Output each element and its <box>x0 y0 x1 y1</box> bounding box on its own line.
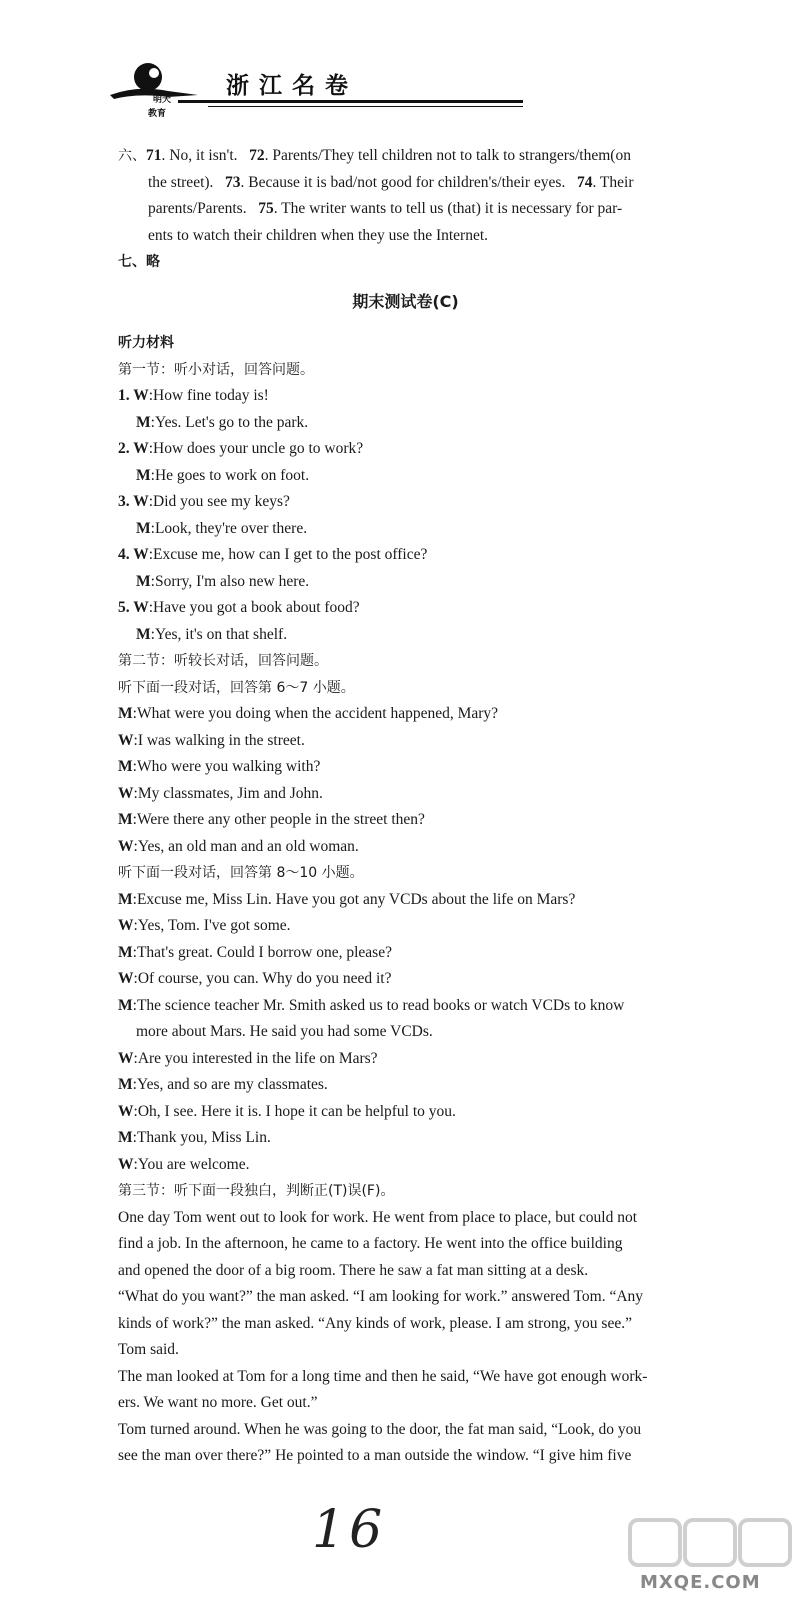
conversation-line <box>118 1125 758 1152</box>
monologue-line: One day Tom went out to look for work. He went from place to place, but could not <box>118 1208 638 1226</box>
colon: : <box>132 1076 137 1093</box>
monologue-line: see the man over there?” He pointed to a man outside the window. “I give him five <box>118 1447 632 1464</box>
conversation-1 <box>118 701 758 860</box>
colon: : <box>150 413 155 431</box>
conversation-line <box>118 781 758 808</box>
conversation-line <box>118 1072 758 1099</box>
part2-heading: 第二节：听较长对话，回答问题。 <box>118 653 328 669</box>
conversation-text: Who were you walking with? <box>136 758 321 775</box>
conversation-text: What were you doing when the accident happened, Mary? <box>136 705 499 722</box>
dialogue-text: Look, they're over there. <box>154 519 308 537</box>
speaker-label: M <box>136 519 151 537</box>
conversation-line <box>118 834 758 861</box>
colon: : <box>133 970 138 987</box>
colon: : <box>133 837 138 855</box>
conversation-2 <box>118 887 758 1179</box>
header-rule-thin <box>208 106 523 107</box>
conversation-text: Yes, and so are my classmates. <box>136 1076 328 1093</box>
intro-6-7: 听下面一段对话，回答第 6～7 小题。 <box>118 679 355 696</box>
answer-line: the street). 73. Because it is bad/not good for children's/their eyes. 74. Their <box>148 173 634 191</box>
speaker-label: M <box>118 811 133 828</box>
speaker-label: W <box>118 1102 134 1120</box>
conversation-text: Yes, Tom. I've got some. <box>137 917 291 934</box>
logo-text-top: 明天 <box>153 95 172 105</box>
dialogue-line <box>118 542 758 569</box>
colon: : <box>133 1155 138 1173</box>
colon: : <box>148 599 154 616</box>
monologue <box>118 1205 758 1470</box>
speaker-label: M <box>118 1076 133 1093</box>
speaker-label: W <box>129 546 149 563</box>
speaker-label: W <box>118 1049 134 1067</box>
speaker-label: W <box>129 599 149 616</box>
answer-line: parents/Parents. 75. The writer wants to tell us (that) it is necessary for par- <box>148 200 623 217</box>
conversation-text: You are welcome. <box>137 1155 250 1173</box>
dialogue-text: How fine today is! <box>153 387 269 404</box>
dialogue-line <box>118 383 758 410</box>
colon: : <box>132 890 137 908</box>
dialogue-number: 4. <box>118 546 130 563</box>
monologue-line: and opened the door of a big room. There he saw a fat man sitting at a desk. <box>118 1261 589 1279</box>
conversation-text: The science teacher Mr. Smith asked us to read books or watch VCDs to know <box>136 996 625 1014</box>
conversation-text: Thank you, Miss Lin. <box>136 1129 271 1146</box>
speaker-label: M <box>136 413 151 431</box>
colon: : <box>148 440 154 457</box>
conversation-text: Yes, an old man and an old woman. <box>137 837 359 855</box>
conversation-line <box>118 1099 758 1126</box>
monologue-line: find a job. In the afternoon, he came to a factory. He went into the office building <box>118 1235 623 1252</box>
dialogue-line <box>118 595 758 622</box>
colon: : <box>132 996 137 1014</box>
section-title: 期末测试卷(C) <box>352 292 459 311</box>
colon: : <box>148 387 154 404</box>
monologue-line: kinds of work?” the man asked. “Any kinds of work, please. I am strong, you see.” <box>118 1314 632 1332</box>
monologue-line: “What do you want?” the man asked. “I am looking for work.” answered Tom. “Any <box>118 1288 644 1305</box>
conversation-line <box>118 701 758 728</box>
listening-label: 听力材料 <box>118 335 174 351</box>
speaker-label: W <box>118 837 134 855</box>
part1-heading: 第一节：听小对话，回答问题。 <box>118 361 314 378</box>
answer-key <box>118 143 758 276</box>
page-header <box>108 55 423 125</box>
dialogue-line <box>118 516 758 543</box>
monologue-line: Tom turned around. When he was going to the door, the fat man said, “Look, do you <box>118 1420 642 1438</box>
dialogue-number: 2. <box>118 440 130 457</box>
dialogue-text: How does your uncle go to work? <box>153 440 364 457</box>
dialogue-line <box>118 436 758 463</box>
conversation-line <box>118 913 758 940</box>
dialogue-number: 5. <box>118 599 130 616</box>
speaker-label: M <box>118 890 133 908</box>
answer-seven: 七、略 <box>118 254 160 270</box>
colon: : <box>132 705 137 722</box>
conversation-text: Are you interested in the life on Mars? <box>137 1049 378 1067</box>
speaker-label: W <box>129 440 149 457</box>
header-title: 浙江名卷 <box>226 73 358 99</box>
logo-text-bottom: 教育 <box>148 109 167 119</box>
speaker-label: M <box>118 996 133 1014</box>
colon: : <box>148 493 154 510</box>
conversation-text: Oh, I see. Here it is. I hope it can be helpful to you. <box>137 1102 456 1120</box>
dialogue-text: Yes, it's on that shelf. <box>154 625 288 643</box>
answer-line: ents to watch their children when they use the Internet. <box>148 226 489 244</box>
intro-8-10: 听下面一段对话，回答第 8～10 小题。 <box>118 865 364 881</box>
dialogue-number: 3. <box>118 493 130 510</box>
dialogue-text: Excuse me, how can I get to the post office? <box>153 546 428 563</box>
conversation-line <box>118 966 758 993</box>
dialogue-text: He goes to work on foot. <box>154 466 310 484</box>
colon: : <box>150 625 155 643</box>
conversation-line <box>118 754 758 781</box>
monologue-line: The man looked at Tom for a long time and then he said, “We have got enough work- <box>118 1367 648 1385</box>
dialogue-line <box>118 489 758 516</box>
speaker-label: M <box>118 758 133 775</box>
speaker-label: W <box>118 784 134 802</box>
monologue-line: Tom said. <box>118 1341 179 1358</box>
part3-heading: 第三节：听下面一段独白，判断正(T)误(F)。 <box>118 1183 395 1199</box>
dialogue-text: Yes. Let's go to the park. <box>154 413 309 431</box>
conversation-line <box>118 993 758 1020</box>
page-number: 16 <box>312 1500 387 1560</box>
colon: : <box>150 519 155 537</box>
conversation-line <box>118 887 758 914</box>
speaker-label: W <box>118 731 134 749</box>
colon: : <box>132 1129 137 1146</box>
conversation-text: more about Mars. He said you had some VCDs. <box>136 1023 433 1040</box>
watermark-text: MXQE.COM <box>640 1572 761 1593</box>
conversation-text: My classmates, Jim and John. <box>137 784 323 802</box>
dialogue-line <box>118 463 758 490</box>
colon: : <box>133 1102 138 1120</box>
speaker-label: M <box>118 1129 133 1146</box>
speaker-label: W <box>129 387 149 404</box>
colon: : <box>150 572 155 590</box>
conversation-line <box>118 1046 758 1073</box>
short-dialogues <box>118 383 758 648</box>
dialogue-line <box>118 622 758 649</box>
colon: : <box>133 917 138 934</box>
colon: : <box>148 546 154 563</box>
conversation-line <box>118 728 758 755</box>
speaker-label: M <box>136 572 151 590</box>
dialogue-text: Have you got a book about food? <box>153 599 360 616</box>
conversation-text: I was walking in the street. <box>137 731 305 749</box>
conversation-line <box>118 807 758 834</box>
speaker-label: W <box>118 1155 134 1173</box>
speaker-label: W <box>129 493 149 510</box>
dialogue-line <box>118 569 758 596</box>
listening-material <box>118 330 758 1470</box>
colon: : <box>132 758 137 775</box>
speaker-label: M <box>136 625 151 643</box>
conversation-text: That's great. Could I borrow one, please? <box>136 943 392 961</box>
speaker-label: M <box>136 466 151 484</box>
conversation-line <box>118 1152 758 1179</box>
monologue-line: ers. We want no more. Get out.” <box>118 1394 318 1411</box>
colon: : <box>133 784 138 802</box>
answer-line: 六、71. No, it isn't. 72. Parents/They tell children not to talk to strangers/them(on <box>118 147 631 164</box>
colon: : <box>150 466 155 484</box>
conversation-line <box>118 1019 758 1046</box>
speaker-label: W <box>118 917 134 934</box>
conversation-text: Were there any other people in the street then? <box>136 811 425 828</box>
dialogue-text: Sorry, I'm also new here. <box>154 572 310 590</box>
conversation-text: Of course, you can. Why do you need it? <box>137 970 392 987</box>
colon: : <box>133 1049 138 1067</box>
colon: : <box>133 731 138 749</box>
speaker-label: M <box>118 943 133 961</box>
colon: : <box>132 811 137 828</box>
speaker-label: M <box>118 705 133 722</box>
dialogue-text: Did you see my keys? <box>153 493 290 510</box>
colon: : <box>132 943 137 961</box>
conversation-text: Excuse me, Miss Lin. Have you got any VCDs about the life on Mars? <box>136 890 576 908</box>
dialogue-number: 1. <box>118 387 130 404</box>
speaker-label: W <box>118 970 134 987</box>
conversation-line <box>118 940 758 967</box>
dialogue-line <box>118 410 758 437</box>
header-rule-thick <box>178 100 523 103</box>
